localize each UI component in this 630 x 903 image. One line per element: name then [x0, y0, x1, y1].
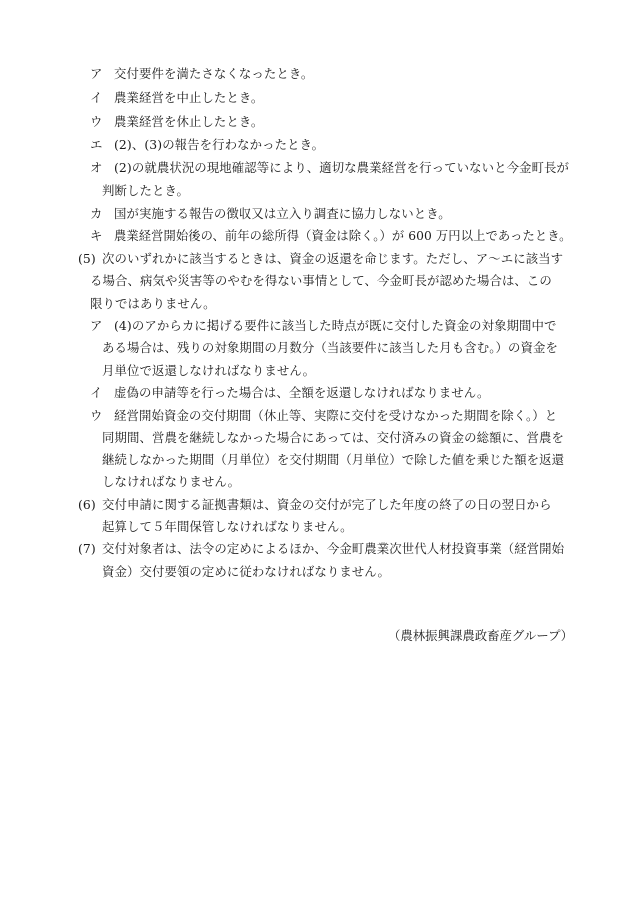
item-text: (2)、(3)の報告を行わなかったとき。 [114, 137, 325, 152]
section-text: 次のいずれかに該当するときは、資金の返還を命じます。ただし、ア～エに該当す [102, 251, 564, 266]
item-marker: ウ [90, 114, 103, 129]
item-text: 農業経営を中止したとき。 [114, 90, 264, 105]
item-text: 国が実施する報告の徴収又は立入り調査に協力しないとき。 [114, 206, 451, 221]
item-marker: キ [90, 228, 103, 243]
section-text: る場合、病気や災害等のやむを得ない事情として、今金町長が認めた場合は、この [90, 273, 552, 288]
sub-item-text: ある場合は、残りの対象期間の月数分（当該要件に該当した月も含む。）の資金を [102, 340, 558, 355]
item-marker: ア [90, 66, 103, 81]
sub-item-text: (4)のアからカに掲げる要件に該当した時点が既に交付した資金の対象期間中で [114, 318, 557, 333]
item-marker: カ [90, 206, 103, 221]
sub-item-marker: イ [90, 385, 103, 400]
department-credit: （農林振興課農政畜産グループ） [388, 628, 573, 643]
sub-item-text: 経営開始資金の交付期間（休止等、実際に交付を受けなかった期間を除く。）と [114, 408, 558, 423]
item-text: 農業経営開始後の、前年の総所得（資金は除く。）が 600 万円以上であったとき。 [114, 228, 572, 243]
item-text: 判断したとき。 [102, 183, 189, 198]
sub-item-text: 虚偽の申請等を行った場合は、全額を返還しなければなりません。 [114, 385, 490, 400]
section-text: 交付申請に関する証拠書類は、資金の交付が完了した年度の終了の日の翌日から [102, 497, 552, 512]
sub-item-marker: ア [90, 318, 103, 333]
section-text: 資金）交付要領の定めに従わなければなりません。 [102, 564, 391, 579]
item-marker: エ [90, 137, 103, 152]
section-text: 交付対象者は、法令の定めによるほか、今金町農業次世代人材投資事業（経営開始 [102, 541, 565, 556]
sub-item-text: しなければなりません。 [102, 474, 241, 489]
section-text: 起算して５年間保管しなければなりません。 [102, 519, 353, 534]
section-marker: (5) [78, 251, 96, 266]
item-marker: イ [90, 90, 103, 105]
item-marker: オ [90, 160, 103, 175]
sub-item-text: 同期間、営農を継続しなかった場合にあっては、交付済みの資金の総額に、営農を [102, 430, 565, 445]
sub-item-marker: ウ [90, 408, 103, 423]
sub-item-text: 月単位で返還しなければなりません。 [102, 363, 316, 378]
section-marker: (7) [78, 541, 96, 556]
sub-item-text: 継続しなかった期間（月単位）を交付期間（月単位）で除した値を乗じた額を返還 [102, 452, 565, 467]
item-text: (2)の就農状況の現地確認等により、適切な農業経営を行っていないと今金町長が [114, 160, 570, 175]
section-marker: (6) [78, 497, 96, 512]
item-text: 交付要件を満たさなくなったとき。 [114, 66, 314, 81]
section-text: 限りではありません。 [90, 296, 216, 311]
item-text: 農業経営を休止したとき。 [114, 114, 264, 129]
